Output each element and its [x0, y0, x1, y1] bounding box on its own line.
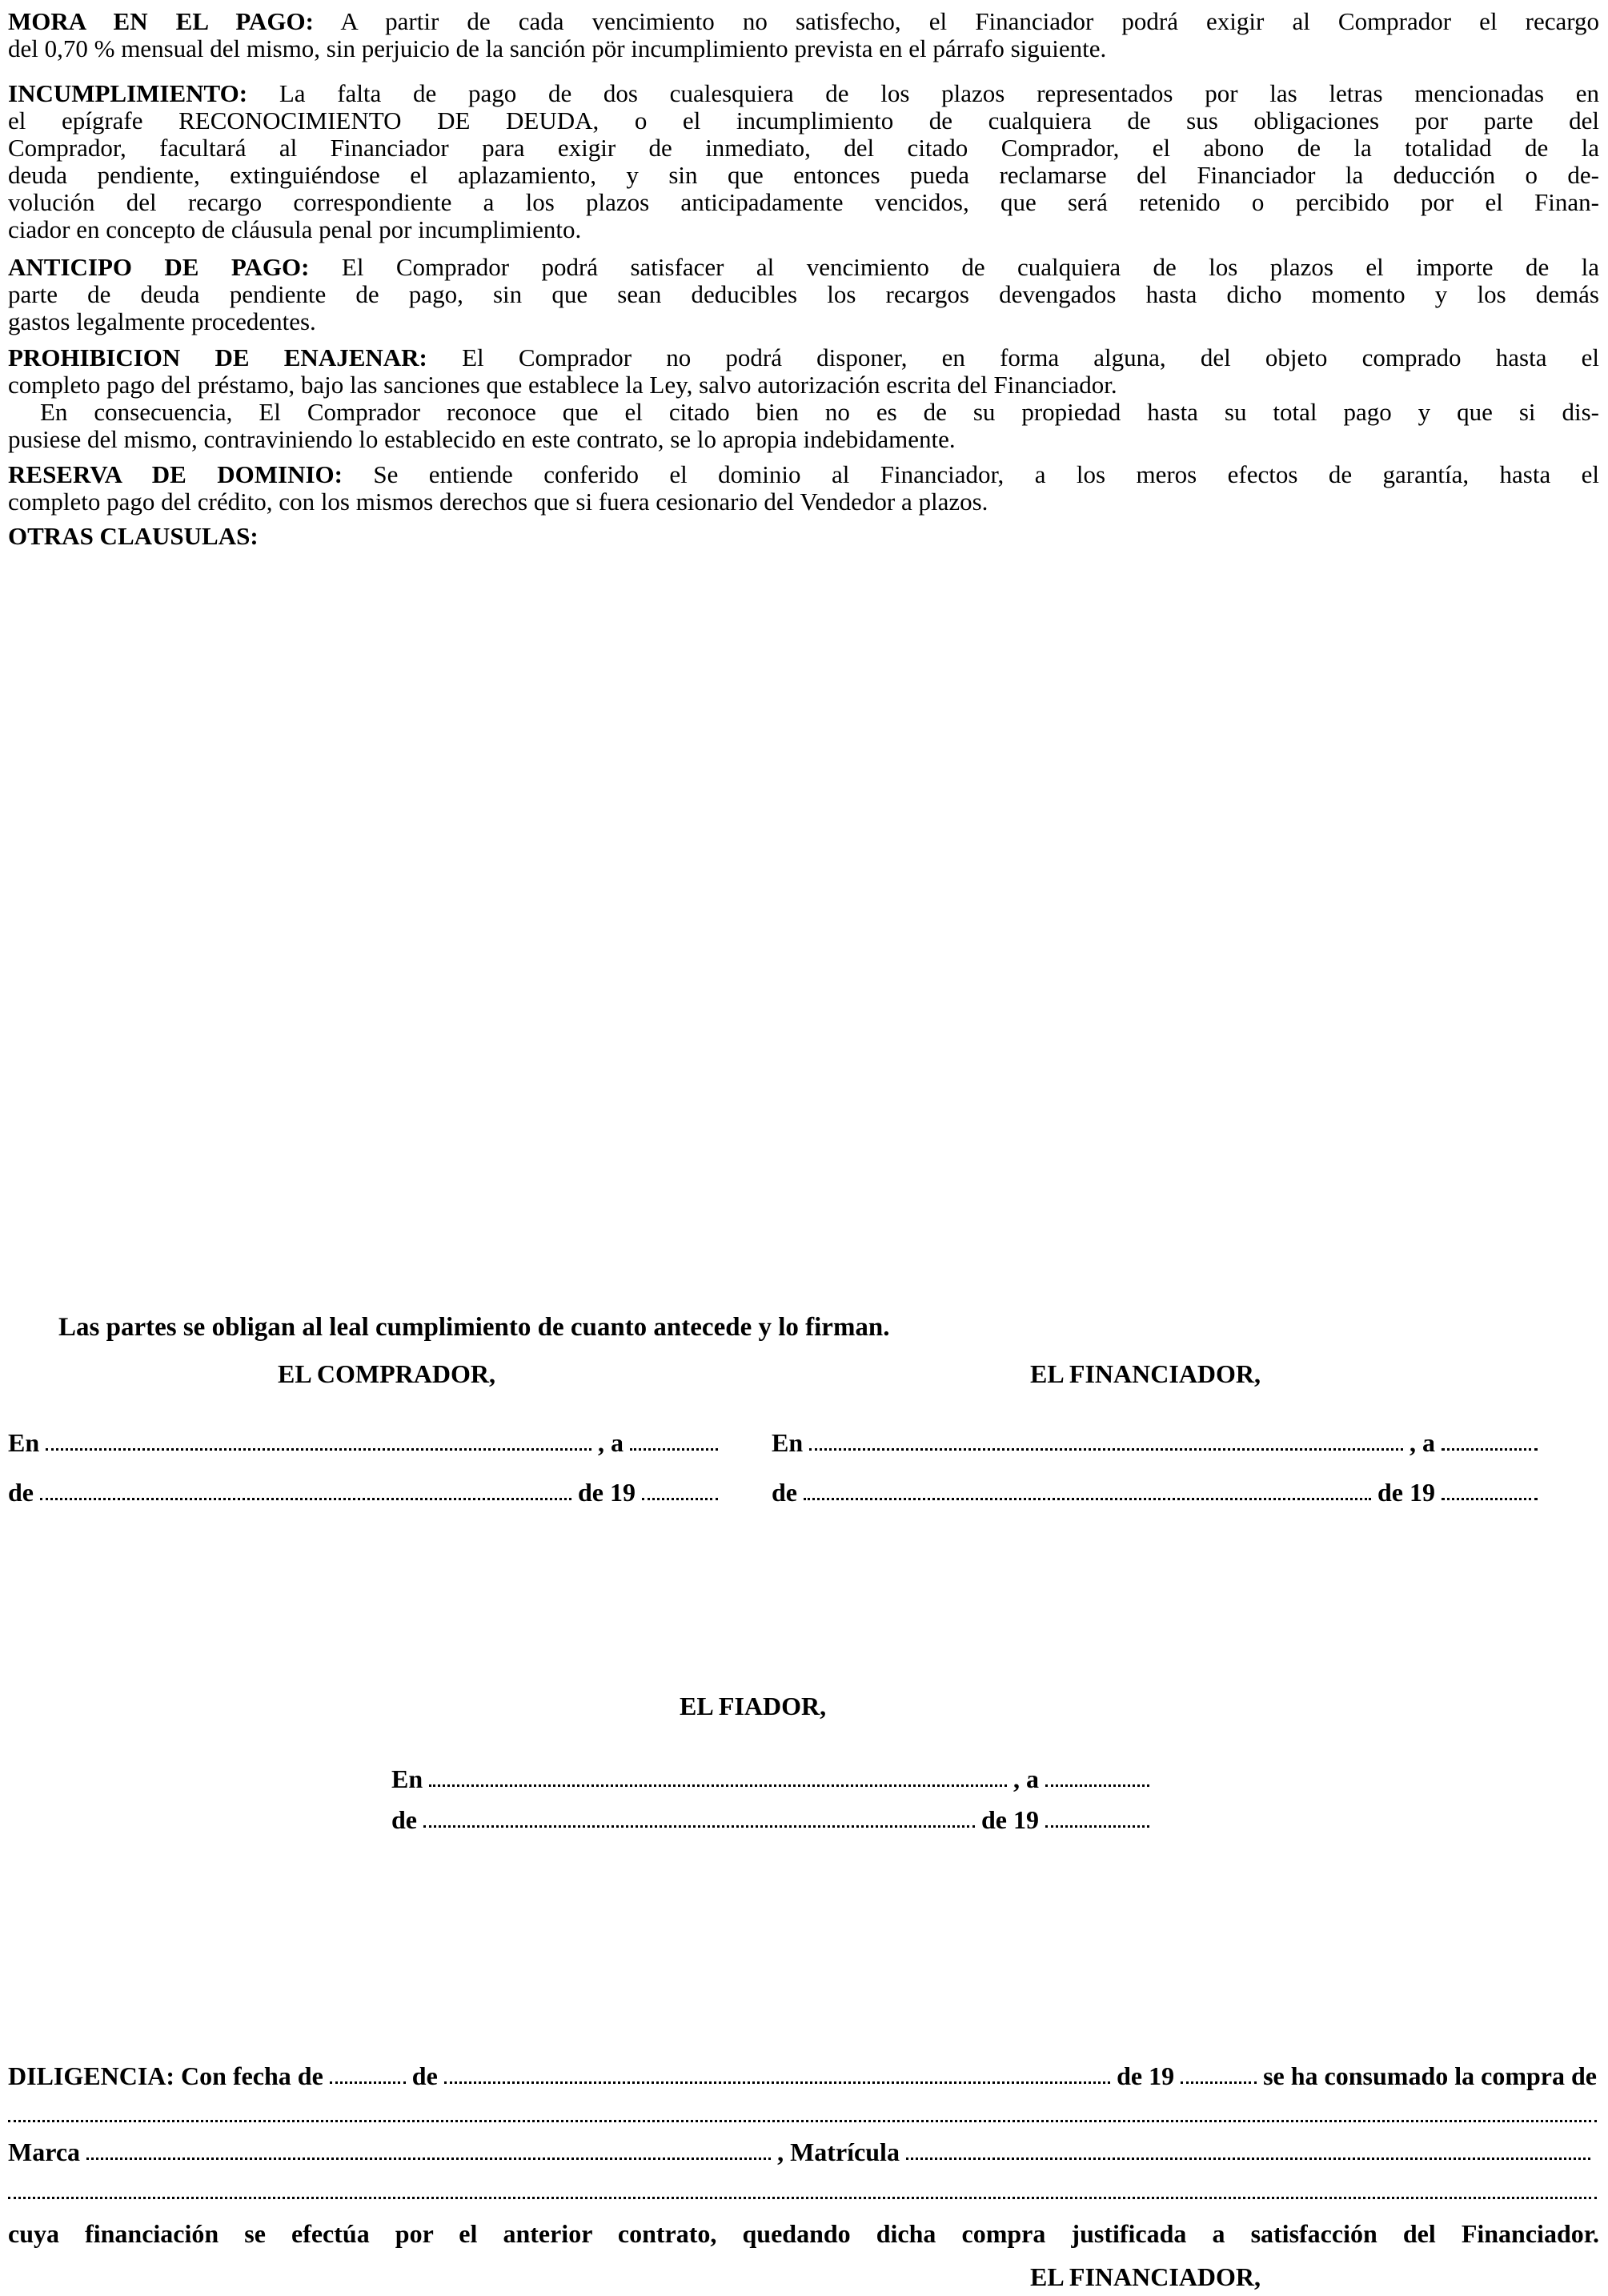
buyer-place-row — [8, 1428, 724, 1457]
additional-info-field[interactable] — [8, 2197, 1597, 2199]
clause-line — [8, 426, 1599, 453]
clause-line — [8, 371, 1599, 399]
diligencia-year-field[interactable] — [1181, 2081, 1257, 2084]
buyer-year-field[interactable] — [642, 1498, 718, 1500]
clause-text: El Comprador podrá satisfacer al vencimiento de cualquiera de los plazos el importe de la — [341, 253, 1600, 281]
marca-label: Marca — [8, 2137, 81, 2166]
matricula-label: , Matrícula — [777, 2137, 900, 2166]
clause-text: completo pago del crédito, con los mismos derechos que si fuera cesionario del Vendedor a plazos. — [8, 488, 988, 516]
clause-line — [8, 281, 1599, 308]
clause-heading: ANTICIPO DE PAGO: — [8, 253, 310, 281]
clause-heading: PROHIBICION DE ENAJENAR: — [8, 343, 427, 371]
purchase-description-field[interactable] — [8, 2120, 1597, 2122]
guarantor-day-field[interactable] — [1045, 1784, 1149, 1787]
clause-line — [8, 399, 1599, 426]
clause-text: pusiese del mismo, contraviniendo lo establecido en este contrato, se lo apropia indebidamente. — [8, 425, 956, 453]
diligencia-label: DILIGENCIA: — [8, 2061, 175, 2090]
diligencia-signer-heading: EL FINANCIADOR, — [1030, 2262, 1261, 2291]
a-label: , a — [598, 1428, 624, 1457]
clause-heading: INCUMPLIMIENTO: — [8, 79, 248, 107]
a-label: , a — [1410, 1428, 1435, 1457]
clause-text: el epígrafe RECONOCIMIENTO DE DEUDA, o el incumplimiento de cualquiera de sus obligaciones por parte del — [8, 106, 1599, 134]
year-prefix-label: de 19 — [578, 1478, 636, 1507]
clause-line — [8, 35, 1599, 62]
year-prefix-label: de 19 — [1377, 1478, 1435, 1507]
marca-row — [8, 2137, 1597, 2166]
clause-heading: MORA EN EL PAGO: — [8, 7, 314, 35]
financier-day-field[interactable] — [1442, 1448, 1538, 1451]
con-fecha-label: Con fecha de — [181, 2061, 323, 2090]
financier-signature-heading: EL FINANCIADOR, — [1030, 1359, 1261, 1388]
clause-line — [8, 80, 1599, 107]
clause-text: La falta de pago de dos cualesquiera de los plazos representados por las letras mencionadas en — [279, 79, 1600, 107]
clause-line — [8, 134, 1599, 162]
matricula-field[interactable] — [906, 2158, 1590, 2160]
de-label: de — [8, 1478, 34, 1507]
guarantor-date-row — [391, 1805, 1156, 1834]
en-label: En — [8, 1428, 40, 1457]
guarantor-place-field[interactable] — [429, 1784, 1007, 1787]
financier-month-field[interactable] — [804, 1498, 1371, 1500]
clause-text: gastos legalmente procedentes. — [8, 307, 316, 335]
clause — [8, 523, 1599, 550]
marca-field[interactable] — [86, 2158, 771, 2160]
clause-text: Comprador, facultará al Financiador para exigir de inmediato, del citado Comprador, el abono de la totalidad de la — [8, 134, 1599, 162]
clause — [8, 461, 1599, 516]
clause-line — [8, 107, 1599, 134]
clause-heading: RESERVA DE DOMINIO: — [8, 460, 343, 488]
guarantor-year-field[interactable] — [1045, 1825, 1149, 1828]
year-prefix-label: de 19 — [981, 1805, 1039, 1834]
en-label: En — [772, 1428, 804, 1457]
clause-line — [8, 8, 1599, 35]
clause-text: del 0,70 % mensual del mismo, sin perjuicio de la sanción pör incumplimiento prevista en el párrafo siguiente. — [8, 34, 1107, 62]
buyer-signature-heading: EL COMPRADOR, — [278, 1359, 495, 1388]
financier-year-field[interactable] — [1442, 1498, 1538, 1500]
a-label: , a — [1013, 1764, 1039, 1793]
clause-text: parte de deuda pendiente de pago, sin que sean deducibles los recargos devengados hasta dicho momento y los demás — [8, 280, 1599, 308]
clause-text: A partir de cada vencimiento no satisfecho, el Financiador podrá exigir al Comprador el recargo — [340, 7, 1600, 35]
buyer-date-row — [8, 1478, 724, 1507]
clause-text: completo pago del préstamo, bajo las sanciones que establece la Ley, salvo autorización escrita del Financiador. — [8, 371, 1117, 399]
buyer-place-field[interactable] — [46, 1448, 591, 1451]
clause — [8, 8, 1599, 62]
closing-statement: Las partes se obligan al leal cumplimiento de cuanto antecede y lo firman. — [58, 1313, 890, 1342]
diligencia-month-field[interactable] — [444, 2081, 1110, 2084]
de-label: de — [411, 2061, 438, 2090]
year-prefix-label: de 19 — [1117, 2061, 1175, 2090]
guarantor-place-row — [391, 1764, 1156, 1793]
clause-line — [8, 162, 1599, 189]
guarantor-signature-heading: EL FIADOR, — [680, 1692, 827, 1720]
financier-place-row — [772, 1428, 1544, 1457]
clause — [8, 344, 1599, 453]
clause-text: En consecuencia, El Comprador reconoce que el citado bien no es de su propiedad hasta su total pago y que si dis- — [40, 398, 1599, 426]
guarantor-month-field[interactable] — [423, 1825, 975, 1828]
financier-date-row — [772, 1478, 1544, 1507]
clause-heading: OTRAS CLAUSULAS: — [8, 522, 259, 550]
clause-text: Se entiende conferido el dominio al Financiador, a los meros efectos de garantía, hasta el — [373, 460, 1599, 488]
clause — [8, 80, 1599, 243]
clause-line — [8, 189, 1599, 216]
clause-line — [8, 216, 1599, 243]
clause-line — [8, 254, 1599, 281]
diligencia-day-field[interactable] — [330, 2081, 406, 2084]
financier-place-field[interactable] — [809, 1448, 1403, 1451]
consumado-label: se ha consumado la compra de — [1263, 2061, 1597, 2090]
de-label: de — [772, 1478, 797, 1507]
buyer-day-field[interactable] — [630, 1448, 718, 1451]
clause-text: ciador en concepto de cláusula penal por incumplimiento. — [8, 215, 582, 243]
clause-text: deuda pendiente, extinguiéndose el aplazamiento, y sin que entonces pueda reclamarse del Financiador la deducción o de- — [8, 161, 1599, 189]
clause-line — [8, 488, 1599, 516]
en-label: En — [391, 1764, 423, 1793]
clause-text: El Comprador no podrá disponer, en forma alguna, del objeto comprado hasta el — [462, 343, 1600, 371]
clause-text: volución del recargo correspondiente a los plazos anticipadamente vencidos, que será retenido o percibido por el Finan- — [8, 188, 1599, 216]
de-label: de — [391, 1805, 417, 1834]
diligencia-statement: cuya financiación se efectúa por el anterior contrato, quedando dicha compra justificada a satisfacción del Financiador. — [8, 2219, 1599, 2248]
clause-line — [8, 308, 1599, 335]
diligencia-row — [8, 2061, 1597, 2090]
buyer-month-field[interactable] — [40, 1498, 571, 1500]
clause-line — [8, 344, 1599, 371]
clause — [8, 254, 1599, 335]
clause-line — [8, 461, 1599, 488]
